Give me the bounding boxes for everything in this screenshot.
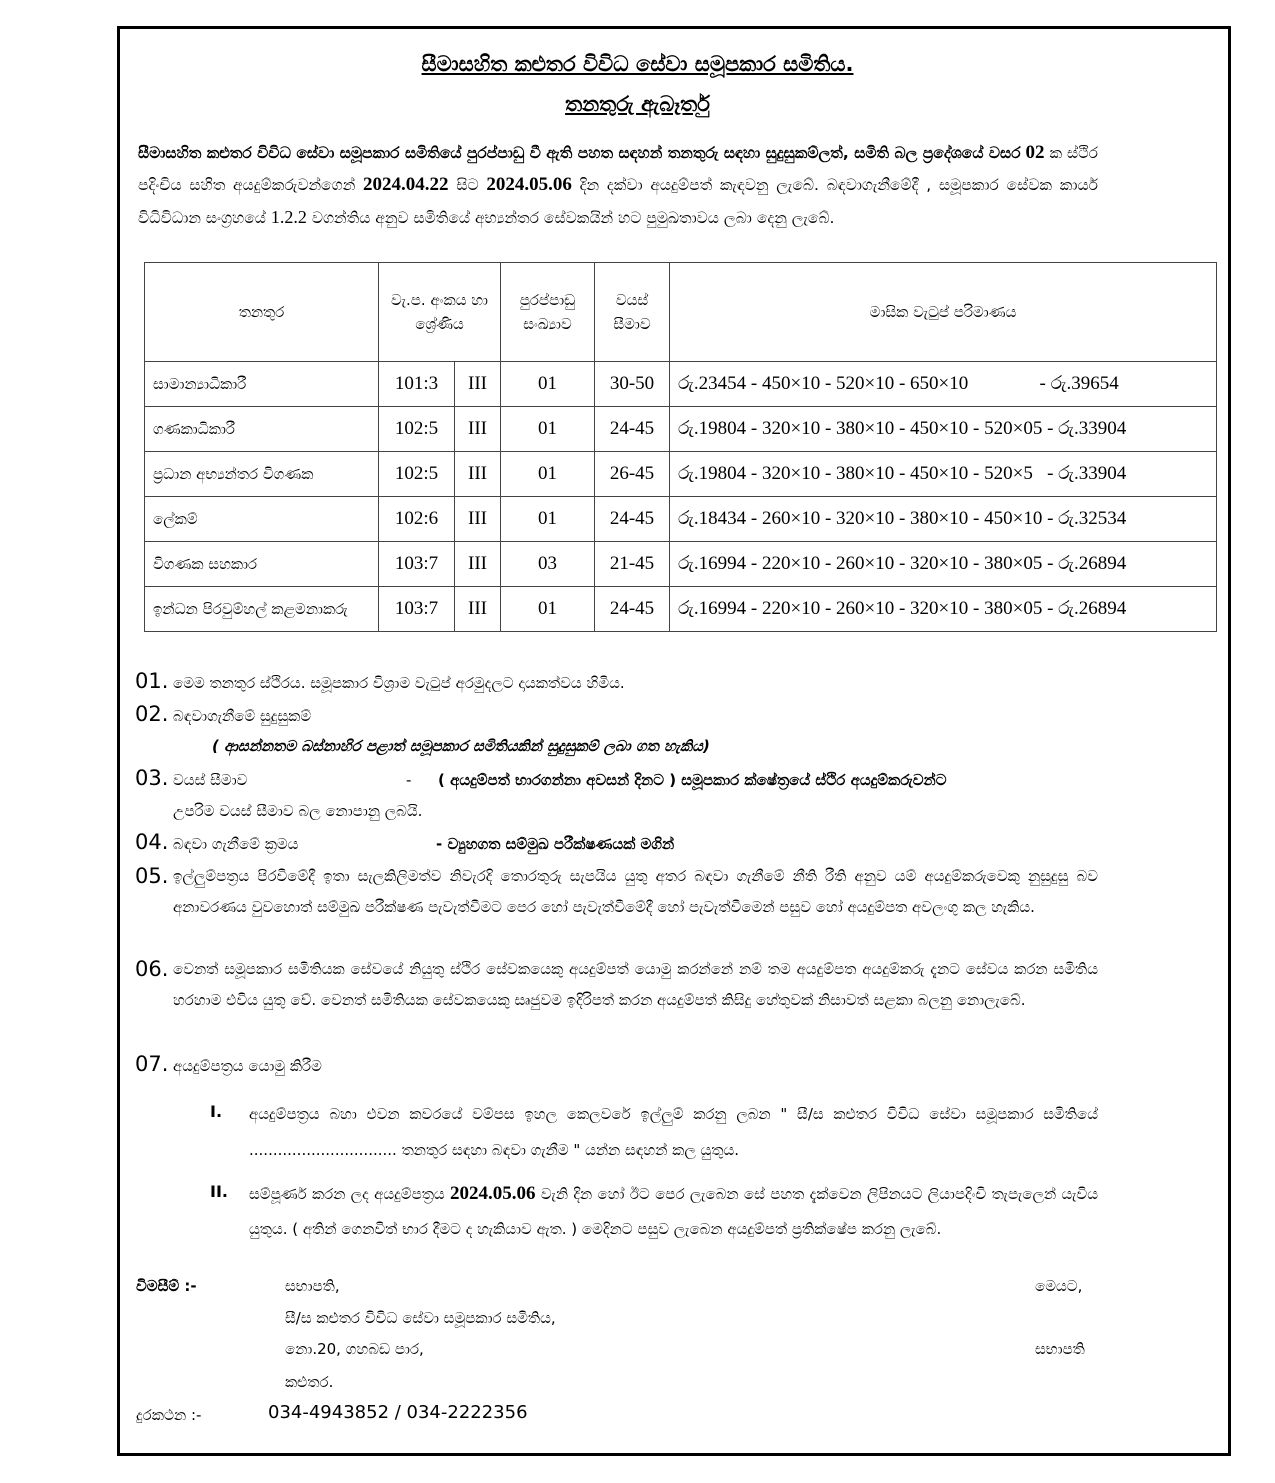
salary-code: 103:7 bbox=[379, 542, 455, 587]
addressee-to: මෙයට, bbox=[1035, 1277, 1083, 1295]
note-subtext: ( ආසන්නතම බස්නාහිර පළාත් සමූපකාර සමිතියකින් සුදුසුකම් ලබා ගත හැකිය) bbox=[212, 737, 710, 755]
note-number: 02. bbox=[135, 702, 169, 726]
table-header-row bbox=[145, 263, 1217, 362]
grade: III bbox=[455, 587, 501, 632]
page-subtitle: තනතුරු ඇබෑර්තු bbox=[565, 92, 710, 116]
table-row bbox=[145, 407, 1217, 452]
note-text: බඳවාගැනීමේ සුදුසුකම් bbox=[173, 707, 312, 725]
vacancy-count: 01 bbox=[501, 407, 595, 452]
note-number: 01. bbox=[135, 669, 169, 693]
vacancy-count: 01 bbox=[501, 452, 595, 497]
salary-code: 102:5 bbox=[379, 452, 455, 497]
header-salary: මාසික වැටුප් පරිමාණය bbox=[670, 263, 1217, 362]
age-limit: 24-45 bbox=[595, 497, 670, 542]
note-text: මෙම තනතුර ස්ථිරය. සමූපකාර විශ්‍රාම වැටුප් අරමුදලට දායකත්වය හිමිය. bbox=[173, 674, 625, 692]
age-limit: 26-45 bbox=[595, 452, 670, 497]
submission-number: I. bbox=[210, 1102, 223, 1121]
salary-code: 101:3 bbox=[379, 362, 455, 407]
page-title: සීමාසහිත කළුතර විවිධ සේවා සමූපකාර සමිතිය. bbox=[421, 52, 854, 76]
post-name: සාමාන්‍යාධිකාරී bbox=[145, 362, 379, 407]
vacancy-table bbox=[144, 262, 1217, 632]
grade: III bbox=[455, 407, 501, 452]
post-name: ඉන්ධන පිරවුම්හල් කළමනාකරු bbox=[145, 587, 379, 632]
table-row bbox=[145, 542, 1217, 587]
salary-scale: රු.23454 - 450×10 - 520×10 - 650×10 - රු.39654 bbox=[670, 362, 1217, 407]
vacancy-count: 01 bbox=[501, 497, 595, 542]
note-number: 03. bbox=[135, 766, 169, 790]
grade: III bbox=[455, 542, 501, 587]
post-name: ගණකාධිකාරී bbox=[145, 407, 379, 452]
salary-scale: රු.19804 - 320×10 - 380×10 - 450×10 - 520×05 - රු.33904 bbox=[670, 407, 1217, 452]
age-limit: 24-45 bbox=[595, 587, 670, 632]
grade: III bbox=[455, 497, 501, 542]
note-text: වෙනත් සමූපකාර සමිතියක සේවයේ නියුතු ස්ථිර සේවකයෙකු අයදුම්පත් යොමු කරන්නේ නම් තම අයදුම්පත අයදුම්කරු දැනට සේවය කරන සමිතිය හරහාම එවිය යුතු වේ. වෙනත් සමිතියක සේවකයෙකු සෘජුවම ඉදිරිපත් කරන අයදුම්පත් කිසිදු හේතුවක් නිසාවත් සළකා බලනු නොලැබේ. bbox=[173, 960, 1098, 1009]
note-number: 05. bbox=[135, 864, 169, 888]
note-text: ( අයදුම්පත් භාරගන්නා අවසන් දිනට ) සමූපකාර ක්ෂේත්‍රයේ ස්ථිර අයදුම්කරුවන්ට bbox=[438, 771, 947, 789]
note-label: බඳවා ගැනීමේ ක්‍රමය bbox=[173, 835, 299, 853]
table-row bbox=[145, 497, 1217, 542]
salary-code: 102:6 bbox=[379, 497, 455, 542]
address-line: නො.20, ගහබඩ පාර, bbox=[285, 1340, 424, 1358]
addressee-chairman: සභාපති bbox=[1035, 1340, 1085, 1358]
address-line: සභාපති, bbox=[285, 1277, 340, 1295]
header-grade: වැ.ප. අංකය හා ශ්‍රේණිය bbox=[379, 263, 501, 362]
vacancy-count: 01 bbox=[501, 587, 595, 632]
note-text: අයදුම්පත්‍රය යොමු කිරීම bbox=[173, 1057, 322, 1075]
note-text: - ව්‍යුහගත සම්මුඛ පරීක්ෂණයක් මගින් bbox=[436, 835, 675, 853]
post-name: විගණක සහකාර bbox=[145, 542, 379, 587]
phone-number: 034-4943852 / 034-2222356 bbox=[268, 1402, 528, 1423]
note-text-continued: උපරිම වයස් සීමාව බල නොපානු ලබයි. bbox=[173, 802, 423, 820]
intro-paragraph: සීමාසහිත කළුතර විවිධ සේවා සමූපකාර සමිතියේ පුරප්පාඩු වී ඇති පහත සඳහන් තනතුරු සඳහා සුදුසුකම්ලත්, සමිති බල ප්‍රදේශයේ වසර 02 ක ස්ථිර පදිංචිය සහිත අයදුම්කරුවන්ගෙන් 2024.04.22 සිට 2024.05.06 දින දක්වා අයදුම්පත් කැඳවනු ලැබේ. බඳවාගැනීමේදී , සමූපකාර සේවක කාර්ය විධිවිධාන සංග්‍රහයේ 1.2.2 වගන්තිය අනුව සමිතියේ අභ්‍යන්තර සේවකයින් හට පුමුඛතාවය ලබා දෙනු ලැබේ. bbox=[138, 142, 1099, 227]
note-number: 07. bbox=[135, 1052, 169, 1076]
submission-number: II. bbox=[210, 1182, 228, 1201]
vacancy-count: 01 bbox=[501, 362, 595, 407]
grade: III bbox=[455, 362, 501, 407]
header-vacancies: පුරප්පාඩු සංඛ්‍යාව bbox=[501, 263, 595, 362]
salary-code: 102:5 bbox=[379, 407, 455, 452]
age-limit: 24-45 bbox=[595, 407, 670, 452]
address-line: සී/ස කළුතර විවිධ සේවා සමූපකාර සමිතිය, bbox=[285, 1309, 556, 1327]
salary-scale: රු.16994 - 220×10 - 260×10 - 320×10 - 380×05 - රු.26894 bbox=[670, 542, 1217, 587]
note-number: 04. bbox=[135, 830, 169, 854]
submission-text: සම්පූර්ණ කරන ලද අයදුම්පත්‍රය 2024.05.06 වැනි දින හෝ ඊට පෙර ලැබෙන සේ පහත දැක්වෙන ලිපිනයට ලියාපදිංචි තැපැලෙන් යැවිය යුතුය. ( අතින් ගෙනවිත් භාර දීමට ද හැකියාව ඇත. ) මෙදිනට පසුව ලැබෙන අයදුම්පත් ප්‍රතික්ෂේප කරනු ලැබේ. bbox=[249, 1183, 1098, 1238]
table-row bbox=[145, 362, 1217, 407]
submission-text: අයදුම්පත්‍රය බහා එවන කවරයේ වම්පස ඉහල කෙලවරේ ඉල්ලුම් කරනු ලබන " සී/ස කළුතර විවිධ සේවා සමූපකාර සමිතියේ ............................... තනතුර සඳහා බඳවා ගැනීම " යන්න සඳහන් කල යුතුය. bbox=[249, 1105, 1098, 1159]
phone-label: දුරකථන :- bbox=[136, 1406, 202, 1424]
age-limit: 30-50 bbox=[595, 362, 670, 407]
inquiry-label: විමසීම් :- bbox=[136, 1277, 197, 1295]
vacancy-count: 03 bbox=[501, 542, 595, 587]
salary-scale: රු.18434 - 260×10 - 320×10 - 380×10 - 450×10 - රු.32534 bbox=[670, 497, 1217, 542]
header-post: තනතුර bbox=[145, 263, 379, 362]
table-row bbox=[145, 587, 1217, 632]
age-limit: 21-45 bbox=[595, 542, 670, 587]
header-age: වයස් සීමාව bbox=[595, 263, 670, 362]
note-number: 06. bbox=[135, 957, 169, 981]
note-label: වයස් සීමාව bbox=[173, 771, 248, 789]
grade: III bbox=[455, 452, 501, 497]
post-name: ප්‍රධාන අභ්‍යන්තර විගණක bbox=[145, 452, 379, 497]
salary-scale: රු.16994 - 220×10 - 260×10 - 320×10 - 380×05 - රු.26894 bbox=[670, 587, 1217, 632]
note-dash: - bbox=[406, 771, 412, 789]
post-name: ලේකම් bbox=[145, 497, 379, 542]
salary-code: 103:7 bbox=[379, 587, 455, 632]
salary-scale: රු.19804 - 320×10 - 380×10 - 450×10 - 520×5 - රු.33904 bbox=[670, 452, 1217, 497]
note-text: ඉල්ලුම්පත්‍රය පිරවීමේදී ඉතා සැලකිලිමත්ව නිවැරදි තොරතුරු සැපයිය යුතු අතර බඳවා ගැනීමේ නීති රීති අනුව යම් අයදුම්කරුවෙකු නුසුදුසු බව අනාවරණය වුවහොත් සම්මුඛ පරීක්ෂණ පැවැත්වීමට පෙර හෝ පැවැත්වීමේදී හෝ පැවැත්වීමෙන් පසුව හෝ අයදුම්පත අවලංගු කල හැකිය. bbox=[173, 867, 1098, 916]
address-line: කළුතර. bbox=[285, 1373, 334, 1391]
table-row bbox=[145, 452, 1217, 497]
